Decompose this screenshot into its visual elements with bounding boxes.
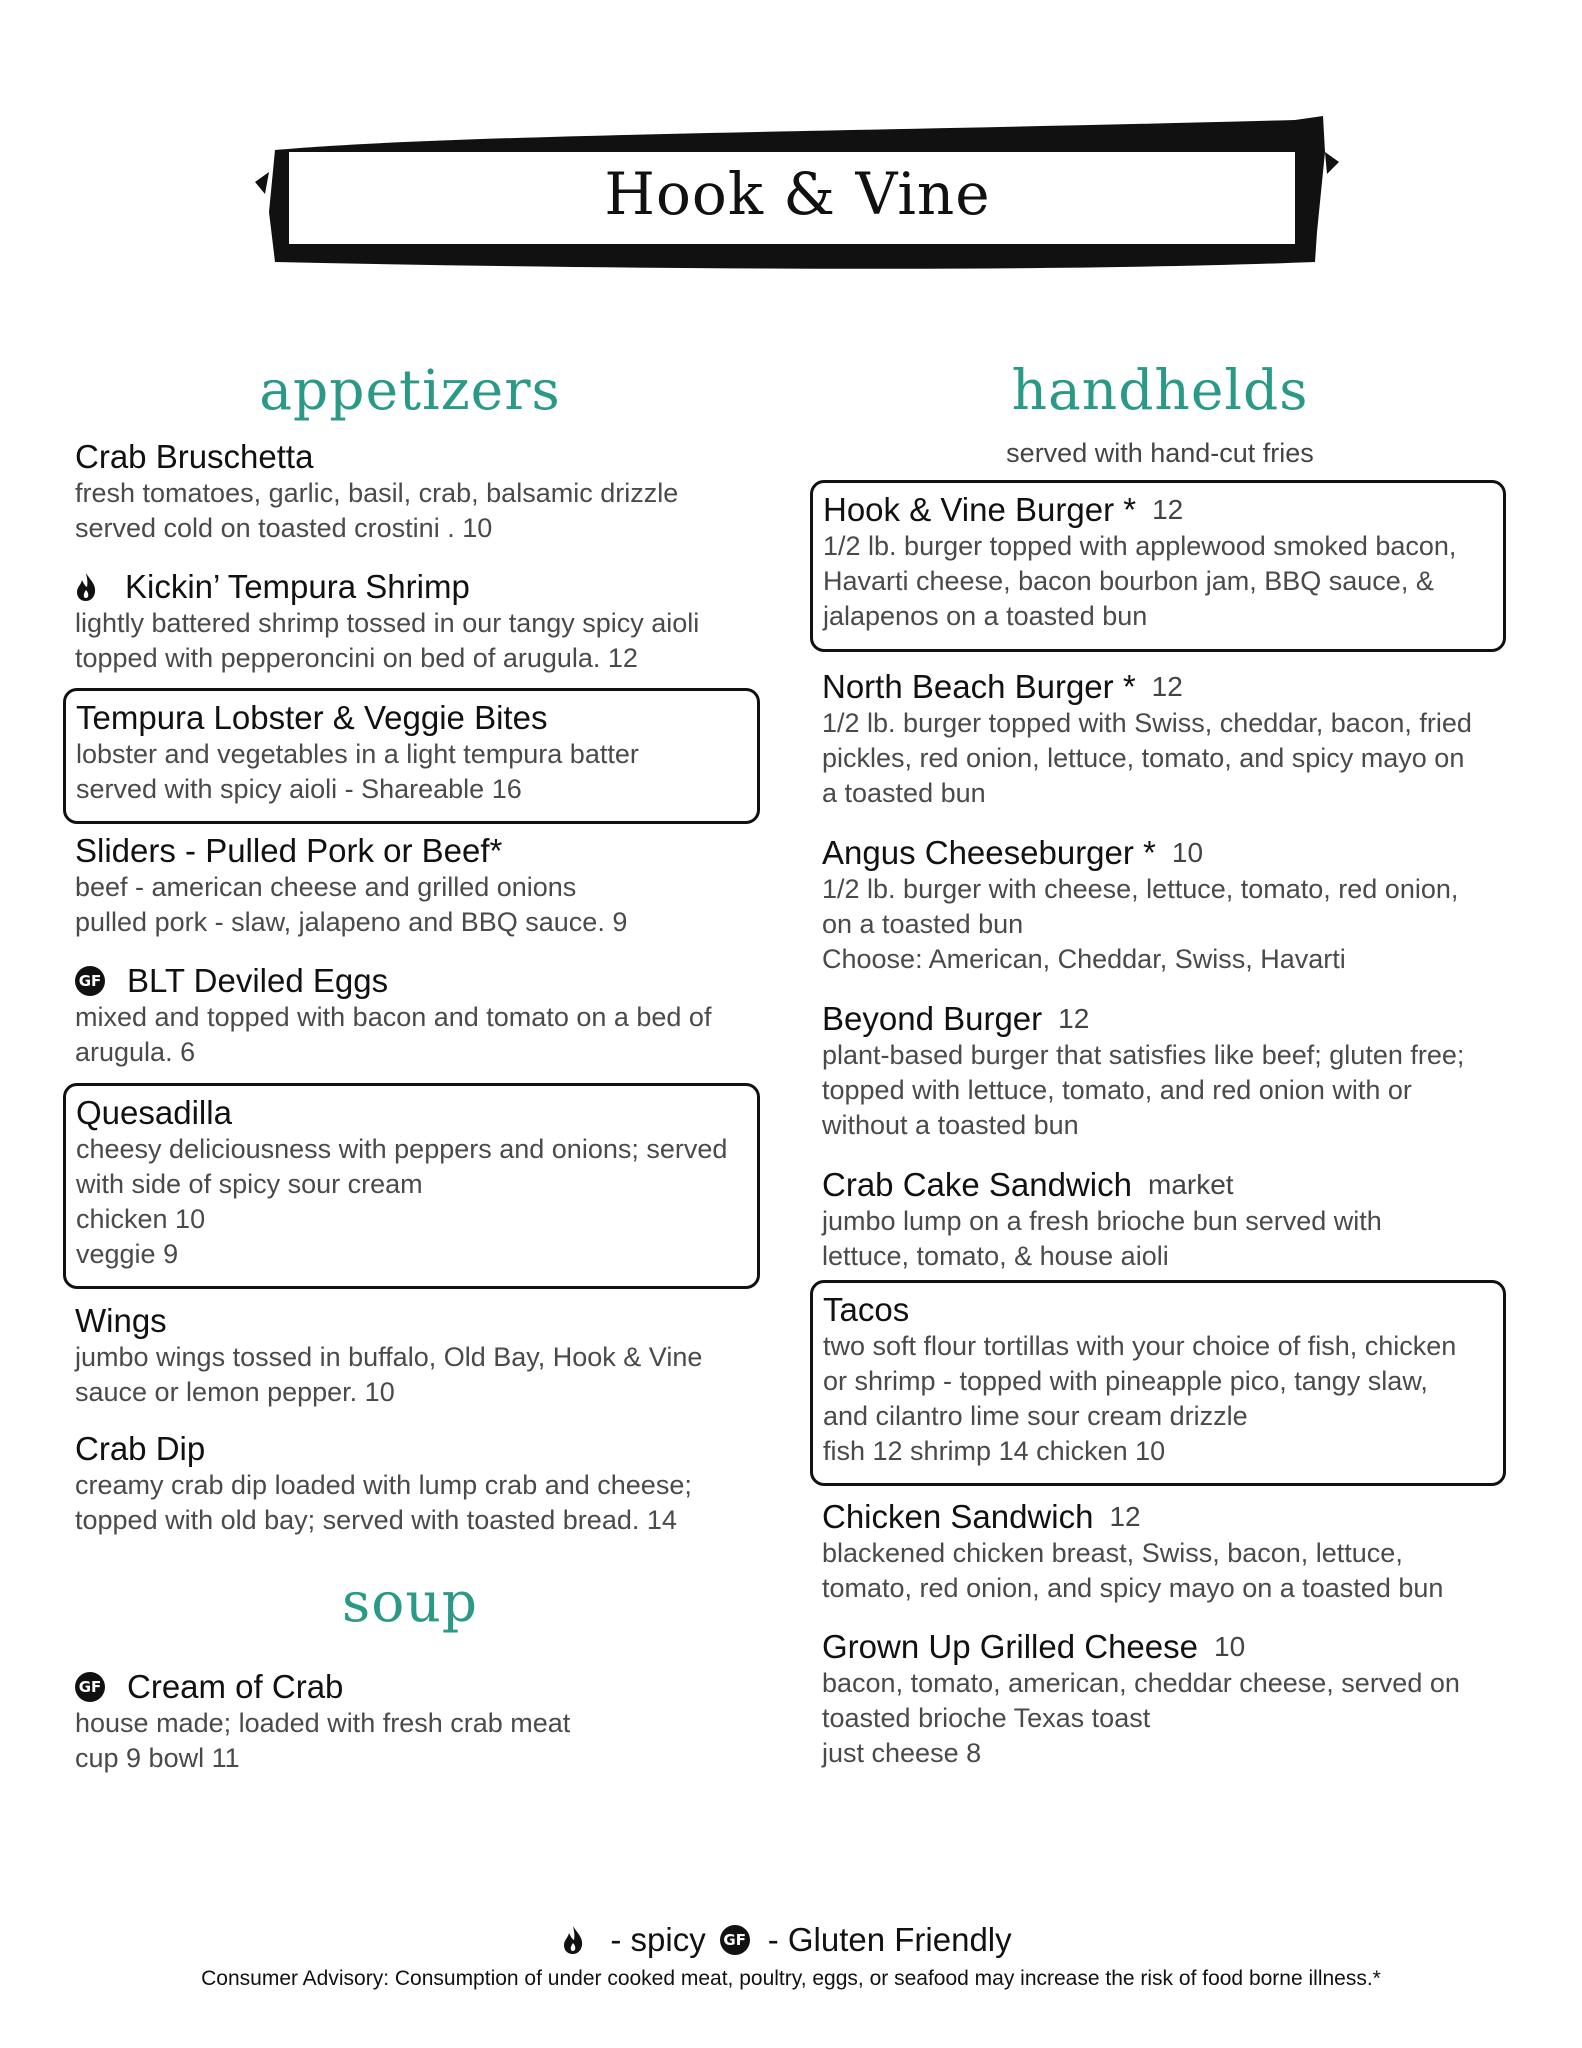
item-desc-line: without a toasted bun xyxy=(822,1110,1079,1140)
item-name: Hook & Vine Burger * xyxy=(823,491,1137,528)
item-name: North Beach Burger * xyxy=(822,668,1136,705)
item-desc-line: veggie 9 xyxy=(76,1239,179,1269)
item-desc-line: jalapenos on a toasted bun xyxy=(823,601,1148,631)
item-desc-line: or shrimp - topped with pineapple pico, tangy slaw, xyxy=(823,1366,1428,1396)
gf-badge-icon: GF xyxy=(720,1925,750,1955)
item-price: 10 xyxy=(1214,1631,1246,1662)
appetizers-heading: appetizers xyxy=(259,358,561,422)
menu-item-wings xyxy=(75,1302,765,1410)
item-desc-line: 1/2 lb. burger topped with applewood smoked bacon, xyxy=(823,531,1457,561)
flame-icon xyxy=(75,572,97,602)
item-name: Sliders - Pulled Pork or Beef* xyxy=(75,832,503,869)
item-name: Kickin’ Tempura Shrimp xyxy=(125,568,470,605)
item-desc-line: beef - american cheese and grilled onions xyxy=(75,872,577,902)
menu-item-quesadilla xyxy=(63,1083,760,1289)
item-desc-line: plant-based burger that satisfies like beef; gluten free; xyxy=(822,1040,1465,1070)
gf-badge-icon: GF xyxy=(75,1672,105,1702)
item-desc-line: topped with lettuce, tomato, and red onion with or xyxy=(822,1075,1412,1105)
legend-gluten-friendly: - Gluten Friendly xyxy=(767,1921,1012,1958)
item-name: Tempura Lobster & Veggie Bites xyxy=(76,699,548,736)
item-name: Wings xyxy=(75,1302,167,1339)
item-name: Crab Cake Sandwich xyxy=(822,1166,1132,1203)
item-desc-line: 1/2 lb. burger topped with Swiss, cheddar, bacon, fried xyxy=(822,708,1472,738)
item-name: Angus Cheeseburger * xyxy=(822,834,1156,871)
item-desc-line: tomato, red onion, and spicy mayo on a toasted bun xyxy=(822,1573,1444,1603)
menu-item-lobster-bites xyxy=(63,688,760,824)
item-desc-line: blackened chicken breast, Swiss, bacon, lettuce, xyxy=(822,1538,1403,1568)
item-price: market xyxy=(1148,1169,1234,1200)
item-name: Grown Up Grilled Cheese xyxy=(822,1628,1198,1665)
item-desc-line: jumbo lump on a fresh brioche bun served with xyxy=(822,1206,1382,1236)
item-desc-line: two soft flour tortillas with your choice of fish, chicken xyxy=(823,1331,1457,1361)
item-desc-line: chicken 10 xyxy=(76,1204,206,1234)
item-desc-line: arugula. 6 xyxy=(75,1037,196,1067)
item-desc-line: creamy crab dip loaded with lump crab and cheese; xyxy=(75,1470,692,1500)
item-name: Cream of Crab xyxy=(127,1668,344,1705)
menu-item-chicken-sandwich xyxy=(822,1498,1522,1606)
item-name: Quesadilla xyxy=(76,1094,232,1131)
item-desc-line: house made; loaded with fresh crab meat xyxy=(75,1708,571,1738)
item-price: 10 xyxy=(1171,837,1204,868)
item-desc-line: topped with pepperoncini on bed of arugula. 12 xyxy=(75,643,638,673)
item-desc-line: lightly battered shrimp tossed in our tangy spicy aioli xyxy=(75,608,700,638)
menu-item-grilled-cheese xyxy=(822,1628,1522,1771)
item-price: 12 xyxy=(1151,671,1183,702)
item-desc-line: lobster and vegetables in a light tempura batter xyxy=(76,739,639,769)
item-desc-line: mixed and topped with bacon and tomato on a bed of xyxy=(75,1002,712,1032)
item-desc-line: 1/2 lb. burger with cheese, lettuce, tomato, red onion, xyxy=(822,874,1459,904)
handhelds-subheading: served with hand-cut fries xyxy=(1006,438,1314,468)
menu-item-tempura-shrimp xyxy=(75,568,765,676)
item-desc-line: Havarti cheese, bacon bourbon jam, BBQ sauce, & xyxy=(823,566,1434,596)
item-desc-line: on a toasted bun xyxy=(822,909,1024,939)
item-desc-line: pickles, red onion, lettuce, tomato, and spicy mayo on xyxy=(822,743,1465,773)
item-price: 12 xyxy=(1109,1501,1141,1532)
item-price: 12 xyxy=(1058,1003,1090,1034)
item-desc-line: a toasted bun xyxy=(822,778,986,808)
menu-item-hook-vine-burger xyxy=(810,480,1506,652)
item-desc-line: with side of spicy sour cream xyxy=(76,1169,423,1199)
menu-item-sliders xyxy=(75,832,765,940)
item-desc-line: just cheese 8 xyxy=(822,1738,982,1768)
soup-heading: soup xyxy=(342,1570,478,1634)
gf-badge-icon: GF xyxy=(75,966,105,996)
menu-item-north-beach-burger xyxy=(822,668,1522,811)
menu-item-beyond-burger xyxy=(822,1000,1522,1143)
restaurant-title: Hook & Vine xyxy=(604,160,991,228)
handhelds-heading: handhelds xyxy=(1011,358,1309,422)
item-desc-line: and cilantro lime sour cream drizzle xyxy=(823,1401,1248,1431)
item-desc-line: sauce or lemon pepper. 10 xyxy=(75,1377,395,1407)
menu-item-deviled-eggs xyxy=(75,962,765,1070)
item-name: Crab Bruschetta xyxy=(75,438,314,475)
item-name: Beyond Burger xyxy=(822,1000,1043,1037)
menu-item-crab-bruschetta xyxy=(75,438,765,546)
item-desc-line: jumbo wings tossed in buffalo, Old Bay, Hook & Vine xyxy=(75,1342,703,1372)
title-banner xyxy=(255,112,1340,290)
item-name: BLT Deviled Eggs xyxy=(127,962,389,999)
menu-item-crab-dip xyxy=(75,1430,765,1538)
item-desc-line: pulled pork - slaw, jalapeno and BBQ sauce. 9 xyxy=(75,907,628,937)
consumer-advisory: Consumer Advisory: Consumption of under cooked meat, poultry, eggs, or seafood may increase the risk of food borne illness.* xyxy=(201,1967,1381,1990)
menu-item-cream-of-crab xyxy=(75,1668,765,1776)
item-desc-line: Choose: American, Cheddar, Swiss, Havarti xyxy=(822,944,1346,974)
item-name: Tacos xyxy=(823,1291,910,1328)
item-name: Crab Dip xyxy=(75,1430,206,1467)
item-desc-line: cup 9 bowl 11 xyxy=(75,1743,240,1773)
item-desc-line: topped with old bay; served with toasted bread. 14 xyxy=(75,1505,677,1535)
legend-spicy: - spicy xyxy=(610,1921,706,1958)
item-desc-line: served cold on toasted crostini . 10 xyxy=(75,513,493,543)
item-desc-line: lettuce, tomato, & house aioli xyxy=(822,1241,1169,1271)
item-desc-line: fish 12 shrimp 14 chicken 10 xyxy=(823,1436,1166,1466)
item-desc-line: served with spicy aioli - Shareable 16 xyxy=(76,774,522,804)
menu-item-angus-cheeseburger xyxy=(822,834,1522,977)
legend xyxy=(0,1921,1582,1959)
menu-item-tacos xyxy=(810,1280,1506,1486)
item-desc-line: toasted brioche Texas toast xyxy=(822,1703,1151,1733)
item-price: 12 xyxy=(1152,494,1184,525)
item-name: Chicken Sandwich xyxy=(822,1498,1094,1535)
item-desc-line: fresh tomatoes, garlic, basil, crab, balsamic drizzle xyxy=(75,478,679,508)
flame-icon xyxy=(562,1925,584,1955)
menu-item-crab-cake-sandwich xyxy=(822,1166,1522,1274)
item-desc-line: cheesy deliciousness with peppers and onions; served xyxy=(76,1134,728,1164)
item-desc-line: bacon, tomato, american, cheddar cheese, served on xyxy=(822,1668,1460,1698)
